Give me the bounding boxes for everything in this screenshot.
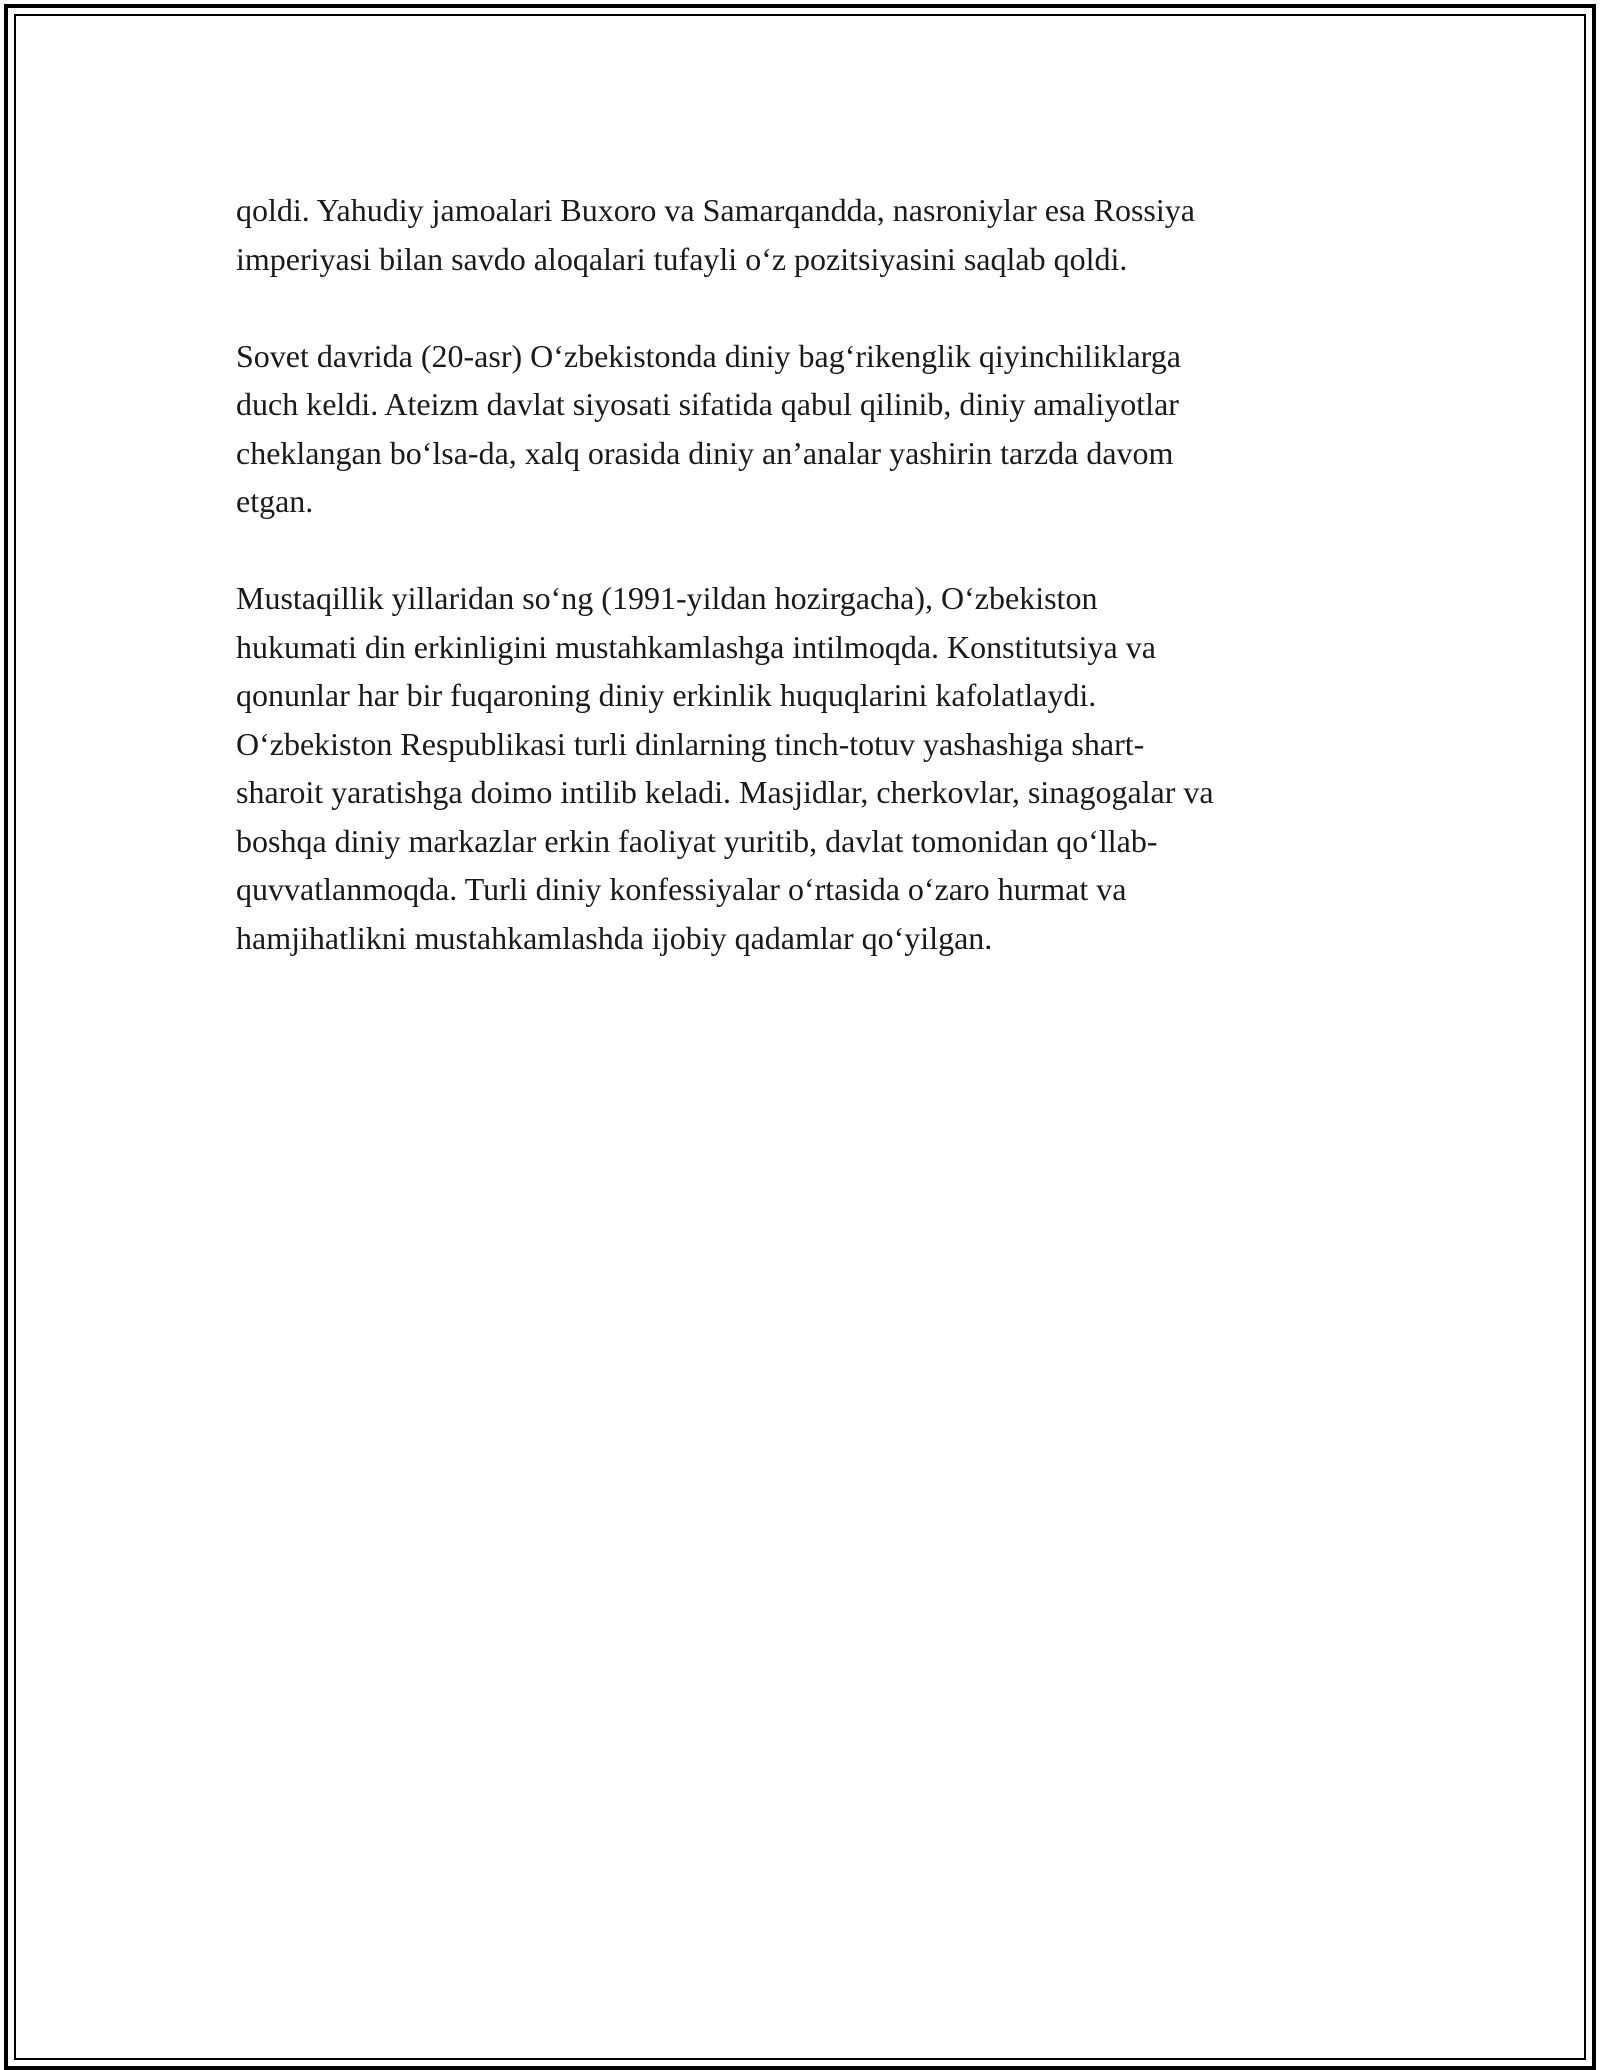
paragraph-continuation: qoldi. Yahudiy jamoalari Buxoro va Samarqandda, nasroniylar esa Rossiya imperiyasi bilan savdo aloqalari tufayli o‘z pozitsiyasini saqlab qoldi. (236, 192, 1195, 277)
document-body (236, 186, 1376, 1011)
paragraph-soviet-period: Sovet davrida (20-asr) O‘zbekistonda diniy bag‘rikenglik qiyinchiliklarga duch keldi. Ateizm davlat siyosati sifatida qabul qilinib, diniy amaliyotlar cheklangan bo‘lsa-da, xalq orasida diniy an’analar yashirin tarzda davom etgan. (236, 337, 1181, 519)
paragraph-independence-period: Mustaqillik yillaridan so‘ng (1991-yildan hozirgacha), O‘zbekiston hukumati din erkinligini mustahkamlashga intilmoqda. Konstitutsiya va qonunlar har bir fuqaroning diniy erkinlik huquqlarini kafolatlaydi. O‘zbekiston Respublikasi turli dinlarning tinch-totuv yashashiga shart- sharoit yaratishga doimo intilib keladi. Masjidlar, cherkovlar, sinagogalar va boshqa diniy markazlar erkin faoliyat yuritib, davlat tomonidan qo‘llab- quvvatlanmoqda. Turli diniy konfessiyalar o‘rtasida o‘zaro hurmat va hamjihatlikni mustahkamlashda ijobiy qadamlar qo‘yilgan. (236, 580, 1214, 956)
